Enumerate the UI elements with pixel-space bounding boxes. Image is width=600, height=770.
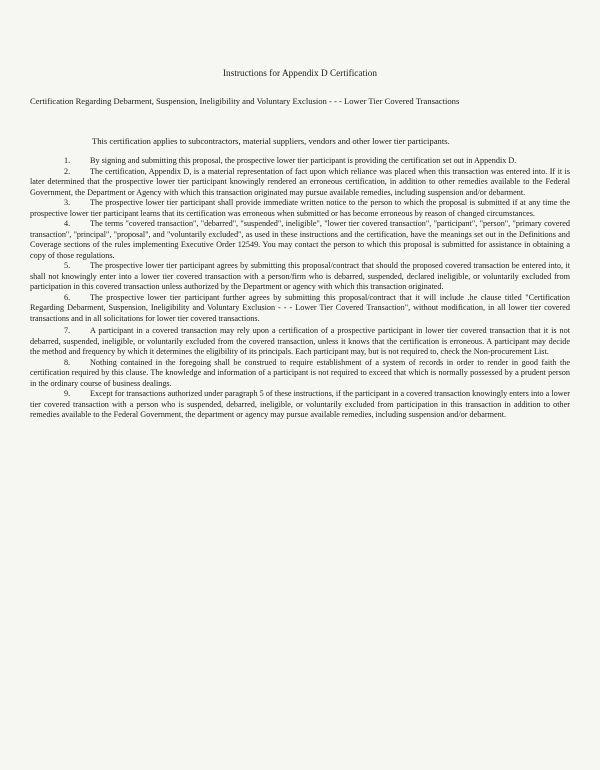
document-title: Instructions for Appendix D Certification <box>222 68 378 78</box>
item-number: 1. <box>64 156 71 165</box>
item-number: 8. <box>64 357 71 367</box>
item-text: Except for transactions authorized under paragraph 5 of these instructions, if the participant in a covered transaction knowingly enters into a lower tier covered transaction with a person who is suspended, debarred, ineligible, or voluntarily excluded from participation in this transaction in addition to other remedies available to the Federal Government, the department or agency may pursue available remedies, including suspension and/or debarment. <box>30 389 570 419</box>
item-number: 5. <box>64 261 71 270</box>
instruction-item-8 <box>30 358 570 390</box>
item-number: 7. <box>64 326 71 335</box>
item-number: 2. <box>64 166 71 176</box>
item-number: 9. <box>64 389 71 398</box>
instructions-list <box>30 156 570 421</box>
instruction-item-9 <box>30 389 570 421</box>
instruction-item-6 <box>30 293 570 325</box>
item-text: A participant in a covered transaction may rely upon a certification of a prospective participant in lower tier covered transaction that it is not debarred, suspended, ineligible, or voluntarily excluded from the covered transaction, unless it knows that the certification is erroneous. A participant may decide the method and frequency by which it determines the eligibility of its principals. Each participant may, but is not required to, check the Non-procurement List. <box>30 326 570 356</box>
instruction-item-5 <box>30 261 570 293</box>
item-text: By signing and submitting this proposal, the prospective lower tier participant is providing the certification set out in Appendix D. <box>90 156 517 165</box>
instruction-item-3 <box>30 198 570 219</box>
item-text: The prospective lower tier participant agrees by submitting this proposal/contract that should the proposed covered transaction be entered into, it shall not knowingly enter into a lower tier covered transaction with a person/firm who is debarred, suspended, declared ineligible, or voluntarily excluded from participation in this covered transaction unless authorized by the Department or agency with which this transaction originated. <box>30 261 570 291</box>
item-number: 3. <box>64 198 71 207</box>
intro-paragraph: This certification applies to subcontractors, material suppliers, vendors and other lower tier participants. <box>92 136 450 146</box>
instruction-item-2 <box>30 167 570 199</box>
instruction-item-7 <box>30 326 570 358</box>
instruction-item-1 <box>30 156 570 167</box>
item-text: Nothing contained in the foregoing shall be construed to require establishment of a system of records in order to render in good faith the certification required by this clause. The knowledge and information of a participant is not required to exceed that which is normally possessed by a prudent person in the ordinary course of business dealings. <box>30 357 570 388</box>
item-number: 6. <box>64 292 71 302</box>
item-text: The prospective lower tier participant further agrees by submitting this proposal/contract that it will include .he clause titled "Certification Regarding Debarment, Suspension, Ineligibility and Voluntary Exclusion - - - Lower Tier Covered Transaction", without modification, in all lower tier covered transactions and in all solicitations for lower tier covered transactions. <box>30 292 570 323</box>
item-number: 4. <box>64 219 71 228</box>
item-text: The certification, Appendix D, is a material representation of fact upon which reliance was placed when this transaction was entered into. If it is later determined that the prospective lower tier participant knowingly rendered an erroneous certification, in addition to other remedies available to the Federal Government, the Department or Agency with which this transaction originated may pursue available remedies, including suspension and/or debarment. <box>30 166 570 197</box>
document-subtitle: Certification Regarding Debarment, Suspension, Ineligibility and Voluntary Exclusion - - - Lower Tier Covered Transactions <box>30 96 460 106</box>
item-text: The terms "covered transaction", "debarred", "suspended", ineligible", "lower tier covered transaction", "participant", "person", "primary covered transaction", "principal", "proposal", and "voluntarily excluded", as used in these instructions and the certification, have the meanings set out in the Definitions and Coverage sections of the rules implementing Executive Order 12549. You may contact the person to which this proposal is submitted for assistance in obtaining a copy of those regulations. <box>30 219 570 260</box>
instruction-item-4 <box>30 219 570 261</box>
item-text: The prospective lower tier participant shall provide immediate written notice to the person to which the proposal is submitted if at any time the prospective lower tier participant learns that its certification was erroneous when submitted or has become erroneous by reason of changed circumstances. <box>30 198 570 218</box>
